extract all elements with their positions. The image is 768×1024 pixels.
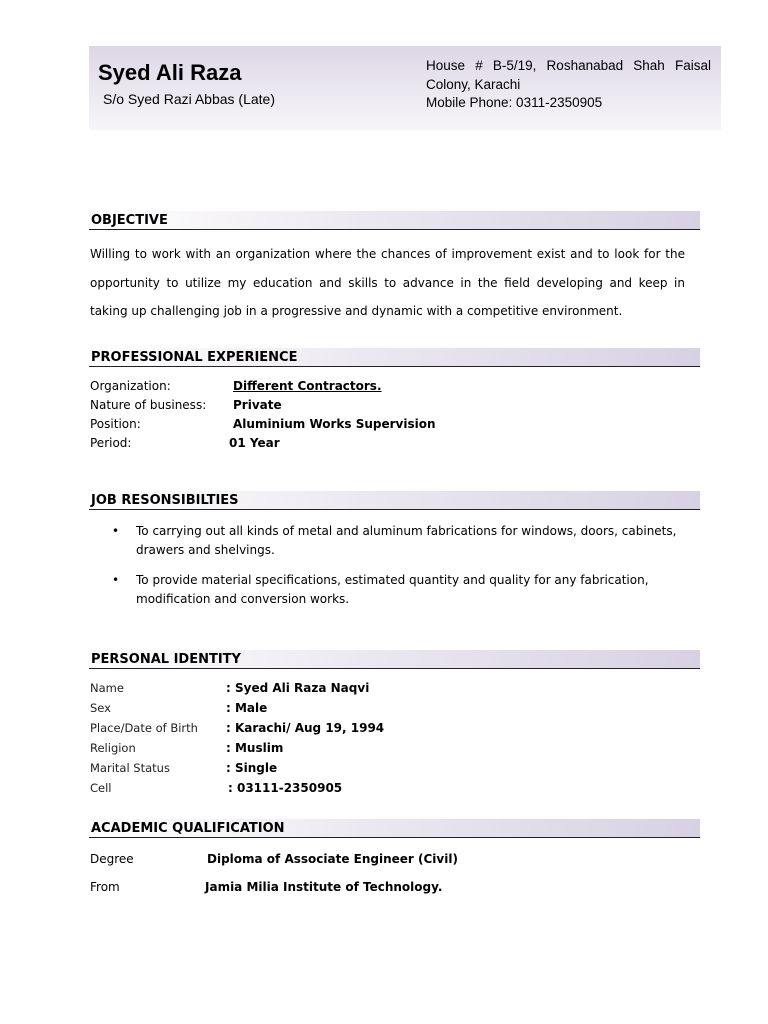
bullet-icon: •	[112, 573, 120, 587]
personal-value: : Syed Ali Raza Naqvi	[226, 681, 370, 695]
academic-value: Diploma of Associate Engineer (Civil)	[207, 852, 458, 866]
list-item	[110, 571, 700, 609]
academic-label: From	[90, 880, 120, 894]
experience-value: Different Contractors.	[233, 379, 382, 393]
experience-label: Organization:	[90, 379, 171, 393]
contact-block	[426, 57, 711, 113]
responsibility-text: To carrying out all kinds of metal and aluminum fabrications for windows, doors, cabinets, drawers and shelvings.	[136, 524, 677, 557]
list-item	[110, 522, 700, 560]
responsibilities-list	[110, 522, 700, 620]
personal-value: : Karachi/ Aug 19, 1994	[226, 721, 385, 735]
section-title-personal: PERSONAL IDENTITY	[89, 650, 700, 669]
address-line-2: Colony, Karachi	[426, 76, 521, 92]
father-name: S/o Syed Razi Abbas (Late)	[103, 91, 275, 107]
experience-value: Aluminium Works Supervision	[233, 417, 436, 431]
address-line-1: House # B-5/19, Roshanabad Shah Faisal	[426, 58, 711, 73]
experience-value: 01 Year	[229, 436, 280, 450]
academic-value: Jamia Milia Institute of Technology.	[205, 880, 443, 894]
personal-value: : Single	[226, 761, 278, 775]
experience-value: Private	[233, 398, 282, 412]
resume-header	[89, 46, 721, 130]
experience-label: Nature of business:	[90, 398, 207, 412]
responsibility-text: To provide material specifications, estimated quantity and quality for any fabrication, modification and conversion works.	[136, 573, 649, 606]
section-title-responsibilities: JOB RESONSIBILTIES	[89, 491, 700, 510]
academic-label: Degree	[90, 852, 134, 866]
personal-value: : 03111-2350905	[228, 781, 343, 795]
experience-label: Position:	[90, 417, 141, 431]
section-title-experience: PROFESSIONAL EXPERIENCE	[89, 348, 700, 367]
personal-label: Place/Date of Birth	[90, 721, 198, 735]
personal-label: Name	[90, 681, 124, 695]
personal-label: Sex	[90, 701, 111, 715]
mobile-phone: Mobile Phone: 0311-2350905	[426, 95, 603, 110]
personal-label: Marital Status	[90, 761, 170, 775]
bullet-icon: •	[112, 524, 120, 538]
candidate-name: Syed Ali Raza	[98, 60, 242, 85]
personal-label: Cell	[90, 781, 112, 795]
section-title-objective: OBJECTIVE	[89, 211, 700, 230]
objective-text: Willing to work with an organization where the chances of improvement exist and to look for the opportunity to utilize my education and skills to advance in the field developing and keep in taking up challenging job in a progressive and dynamic with a competitive environment.	[90, 247, 685, 318]
personal-value: : Muslim	[226, 741, 284, 755]
personal-value: : Male	[226, 701, 268, 715]
personal-label: Religion	[90, 741, 136, 755]
section-title-academic: ACADEMIC QUALIFICATION	[89, 819, 700, 838]
experience-label: Period:	[90, 436, 132, 450]
